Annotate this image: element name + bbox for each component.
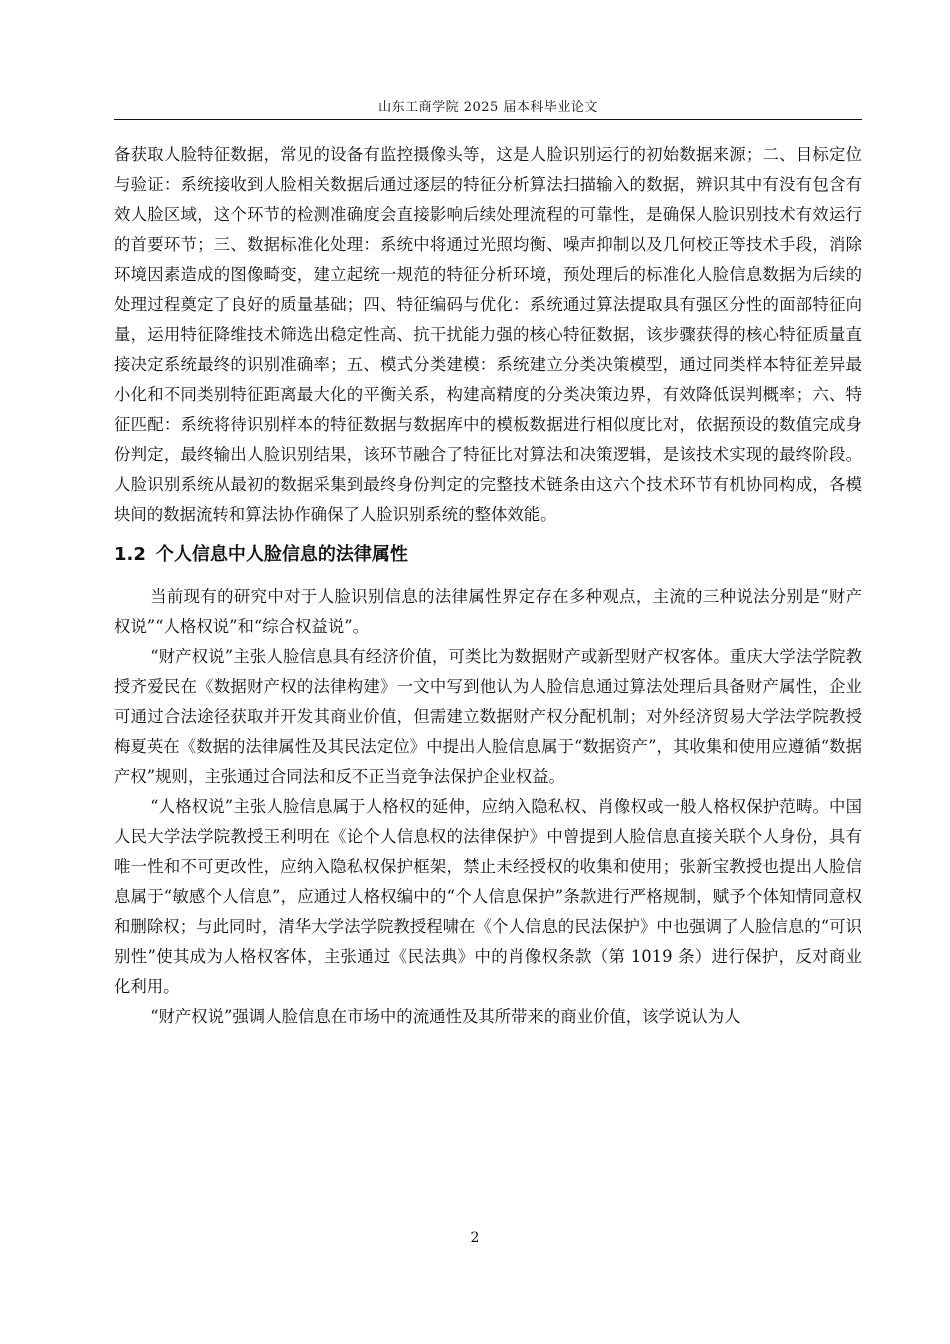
body-paragraph: “人格权说”主张人脸信息属于人格权的延伸，应纳入隐私权、肖像权或一般人格权保护范畴。中国人民大学法学院教授王利明在《论个人信息权的法律保护》中曾提到人脸信息直接关联个人身份，具有唯一性和不可更改性，应纳入隐私权保护框架，禁止未经授权的收集和使用；张新宝教授也提出人脸信息属于“敏感个人信息”，应通过人格权编中的“个人信息保护”条款进行严格规制，赋予个体知情同意权和删除权；与此同时，清华大学法学院教授程啸在《个人信息的民法保护》中也强调了人脸信息的“可识别性”使其成为人格权客体，主张通过《民法典》中的肖像权条款（第 1019 条）进行保护，反对商业化利用。 [114,797,862,996]
section-title: 个人信息中人脸信息的法律属性 [155,544,408,565]
page-body [114,140,862,1032]
header-divider [114,119,862,120]
section-heading [114,540,862,570]
body-paragraph: “财产权说”强调人脸信息在市场中的流通性及其所带来的商业价值，该学说认为人 [150,1007,741,1026]
section-number: 1.2 [114,544,146,565]
page-number: 2 [470,1230,480,1246]
body-paragraph: 备获取人脸特征数据，常见的设备有监控摄像头等，这是人脸识别运行的初始数据来源；二、目标定位与验证：系统接收到人脸相关数据后通过逐层的特征分析算法扫描输入的数据，辨识其中有没有包含有效人脸区域，这个环节的检测准确度会直接影响后续处理流程的可靠性，是确保人脸识别技术有效运行的首要环节；三、数据标准化处理：系统中将通过光照均衡、噪声抑制以及几何校正等技术手段，消除环境因素造成的图像畸变，建立起统一规范的特征分析环境，预处理后的标准化人脸信息数据为后续的处理过程奠定了良好的质量基础；四、特征编码与优化：系统通过算法提取具有强区分性的面部特征向量，运用特征降维技术筛选出稳定性高、抗干扰能力强的核心特征数据，该步骤获得的核心特征质量直接决定系统最终的识别准确率；五、模式分类建模：系统建立分类决策模型，通过同类样本特征差异最小化和不同类别特征距离最大化的平衡关系，构建高精度的分类决策边界，有效降低误判概率；六、特征匹配：系统将待识别样本的特征数据与数据库中的模板数据进行相似度比对，依据预设的数值完成身份判定，最终输出人脸识别结果，该环节融合了特征比对算法和决策逻辑，是该技术实现的最终阶段。人脸识别系统从最初的数据采集到最终身份判定的完整技术链条由这六个技术环节有机协同构成，各模块间的数据流转和算法协作确保了人脸识别系统的整体效能。 [114,145,862,524]
body-paragraph: “财产权说”主张人脸信息具有经济价值，可类比为数据财产或新型财产权客体。重庆大学法学院教授齐爱民在《数据财产权的法律构建》一文中写到他认为人脸信息通过算法处理后具备财产属性，企业可通过合法途径获取并开发其商业价值，但需建立数据财产权分配机制；对外经济贸易大学法学院教授梅夏英在《数据的法律属性及其民法定位》中提出人脸信息属于“数据资产”，其收集和使用应遵循“数据产权”规则，主张通过合同法和反不正当竞争法保护企业权益。 [114,647,862,786]
body-paragraph: 当前现有的研究中对于人脸识别信息的法律属性界定存在多种观点，主流的三种说法分别是“财产权说”“人格权说”和“综合权益说”。 [114,587,862,636]
running-header: 山东工商学院 2025 届本科毕业论文 [378,100,598,115]
